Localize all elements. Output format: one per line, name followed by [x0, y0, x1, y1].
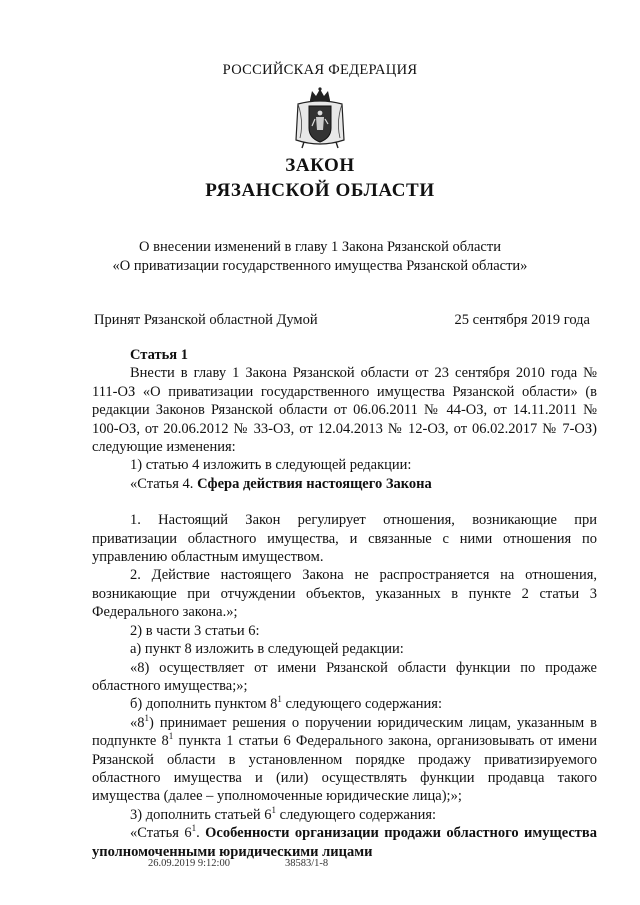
article-4-paragraph-1: 1. Настоящий Закон регулирует отношения, возникающие при приватизации областного имущества, и связанные с ними отношения по управлению областным имуществом.	[92, 512, 597, 566]
item-2b-post: следующего содержания:	[281, 696, 442, 713]
article-1-title: Статья 1	[130, 347, 188, 363]
article-4-paragraph-2: 2. Действие настоящего Закона не распространяется на отношения, возникающие при отчуждении объектов, указанных в пункте 2 статьи 3 Федерального закона.»;	[92, 567, 597, 621]
law-subject-line2: «О приватизации государственного имущества Рязанской области»	[112, 258, 528, 274]
item-2b-sup: 1	[277, 694, 282, 705]
item-3	[92, 806, 597, 824]
item-2: 2) в части 3 статьи 6:	[130, 622, 260, 639]
point-8-1-sup1: 1	[144, 712, 149, 723]
article-6-1-prefix: «Статья 6	[130, 825, 192, 842]
item-2a: а) пункт 8 изложить в следующей редакции:	[130, 641, 404, 658]
point-8-1-sup2: 1	[168, 731, 174, 742]
law-subject-line1: О внесении изменений в главу 1 Закона Рязанской области	[139, 239, 501, 255]
article-4-prefix: «Статья 4.	[130, 475, 198, 492]
item-3-post: следующего содержания:	[276, 806, 437, 823]
article-1-intro: Внести в главу 1 Закона Рязанской области от 23 сентября 2010 года № 111-ОЗ «О приватизации государственного имущества Рязанской области» (в редакции Законов Рязанской области от 06.06.2011 № 44-ОЗ, от 14.11.2011 № 100-ОЗ, от 20.06.2012 № 33-ОЗ, от 12.04.2013 № 12-ОЗ, от 06.02.2017 № 7-ОЗ) следующие изменения:	[92, 365, 597, 456]
coat-of-arms-icon	[294, 86, 346, 150]
country-heading: РОССИЙСКАЯ ФЕДЕРАЦИЯ	[222, 62, 418, 78]
item-3-sup: 1	[271, 804, 277, 815]
footer-datetime: 26.09.2019 9:12:00	[148, 858, 230, 869]
article-4-heading	[92, 475, 597, 493]
point-8-text: «8) осуществляет от имени Рязанской области функции по продаже областного имущества;»;	[92, 659, 597, 694]
point-8-1-c: пункта 1 статьи 6 Федерального закона, организовывать от имени Рязанской области в установленном порядке продажу приватизируемого областного имущества и (или) осуществлять функции продавца такого имущества (далее – уполномоченные юридические лица);»;	[92, 733, 597, 805]
law-subject	[0, 238, 640, 276]
article-6-1-title: Особенности организации продажи областного имущества уполномоченными юридическими лицами	[92, 825, 597, 860]
footer-code: 38583/1-8	[285, 858, 329, 869]
article-4-title: Сфера действия настоящего Закона	[197, 475, 432, 492]
law-title	[0, 153, 640, 203]
item-2b	[92, 695, 597, 713]
item-1: 1) статью 4 изложить в следующей редакции:	[130, 457, 412, 474]
article-6-1-dot: .	[196, 825, 206, 842]
point-8-1-text	[92, 714, 597, 806]
point-8-1-a: «8	[130, 714, 145, 731]
article-6-1-heading	[92, 824, 597, 861]
item-3-pre: 3) дополнить статьей 6	[130, 806, 272, 823]
law-body	[92, 346, 597, 861]
law-title-line2: РЯЗАНСКОЙ ОБЛАСТИ	[205, 180, 435, 201]
adoption-date: 25 сентября 2019 года	[454, 312, 590, 328]
law-title-line1: ЗАКОН	[285, 155, 355, 176]
article-6-1-sup: 1	[191, 823, 197, 834]
adopted-by: Принят Рязанской областной Думой	[94, 312, 318, 328]
point-8-1-b: ) принимает решения о поручении юридическим лицам, указанным в подпункте 8	[92, 714, 597, 750]
item-2b-pre: б) дополнить пунктом 8	[130, 696, 278, 713]
